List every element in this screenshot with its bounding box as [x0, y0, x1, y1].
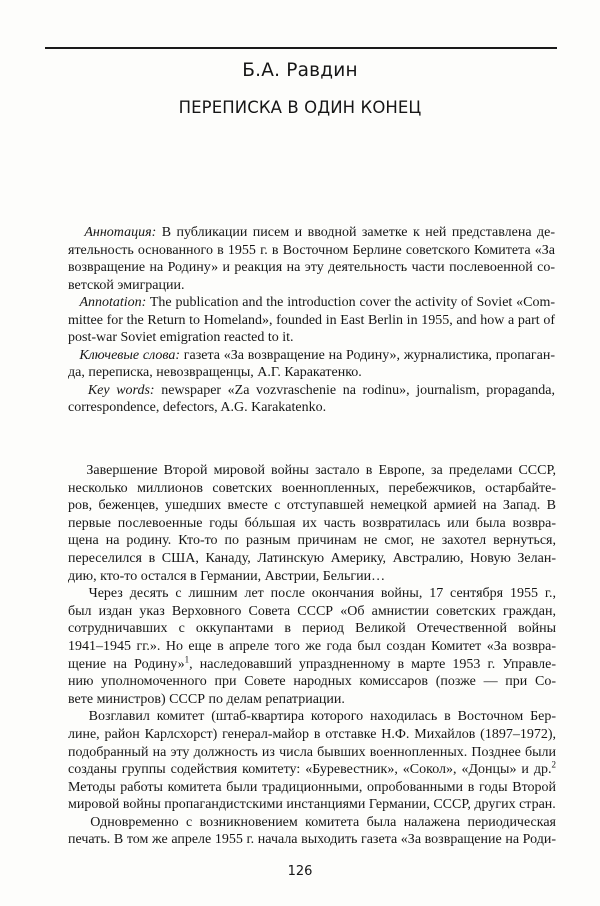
keywords-en: Key words: newspaper «Za vozvraschenie na rodinu», journalism, propaganda, correspondence, defectors, A.G. Karakatenko. [68, 382, 555, 415]
keywords-ru-label: Ключевые слова: [79, 347, 180, 363]
paragraph-2: Через десять с лишним лет после окончания войны, 17 сентября 1955 г., был издан указ Верховного Совета СССР «Об амнистии советских граждан, сотрудничавших с оккупантами в период Великой Отечественной войны 1941–1945 гг.». Но еще в апреле того же года был создан Комитет «За возвра- щение на Родину»$^1$, наследовавший упраздненному в марте 1953 г. Управле- нию уполномоченного при Совете народных комиссаров (позже — при Со- вете министров) СССР по делам репатриации. [68, 586, 556, 707]
article-title: ПЕРЕПИСКА В ОДИН КОНЕЦ [178, 98, 422, 117]
article-body [68, 462, 556, 849]
abstract-ru: Аннотация: В публикации писем и вводной заметке к ней представлена де- ятельность основанного в 1955 г. в Восточном Берлине советского Комитета «За возвращение на Родину» и реакция на эту деятельность части послевоенной со- ветской эмиграции. [68, 225, 555, 293]
footnote-ref-1[interactable]: 1 [184, 653, 190, 664]
keywords-ru: Ключевые слова: газета «За возвращение на Родину», журналистика, пропаган- да, переписка, невозвращенцы, А.Г. Каракатенко. [68, 347, 556, 380]
footnote-ref-2[interactable]: 2 [551, 759, 556, 770]
paragraph-4: Одновременно с возникновением комитета была налажена периодическая печать. В том же апреле 1955 г. начала выходить газета «За возвращение на Роди- [68, 814, 556, 848]
keywords-en-label: Key words: [87, 382, 155, 398]
abstract-block [68, 224, 555, 417]
abstract-en-label: Annotation: [79, 295, 147, 310]
header-rule [45, 47, 557, 49]
page-number: 126 [287, 864, 313, 879]
paragraph-3: Возглавил комитет (штаб-квартира которого находилась в Восточном Бер- лине, район Карлсхорст) генерал-майор в отставке Н.Ф. Михайлов (1897–1972), подобранный на эту должность из числа бывших военнопленных. Позднее были созданы группы содействия комитету: «Буревестник», «Сокол», «Донцы» и др.$^2$ Методы работы комитета были традиционными, опробованными в годы Второй мировой войны пропагандистскими инстанциями Германии, СССР, других стран. [68, 709, 557, 813]
abstract-ru-label: Аннотация: [84, 225, 157, 240]
paragraph-1: Завершение Второй мировой войны застало в Европе, за пределами СССР, несколько миллионов советских военнопленных, перебежчиков, остарбайте- ров, беженцев, ушедших вместе с отступавшей немецкой армией на Запад. В первые послевоенные годы бóльшая их часть возвратилась или была возвра- щена на родину. Кто-то по разным причинам не смог, не захотел вернуться, переселился в США, Канаду, Латинскую Америку, Австралию, Новую Зелан- дию, кто-то остался в Германии, Австрии, Бельгии… [68, 463, 556, 584]
abstract-en: Annotation: The publication and the introduction cover the activity of Soviet «Com- mittee for the Return to Homeland», founded in East Berlin in 1955, and how a part of post-war Soviet emigration reacted to it. [68, 295, 556, 345]
author-name: Б.А. Равдин [242, 60, 358, 81]
